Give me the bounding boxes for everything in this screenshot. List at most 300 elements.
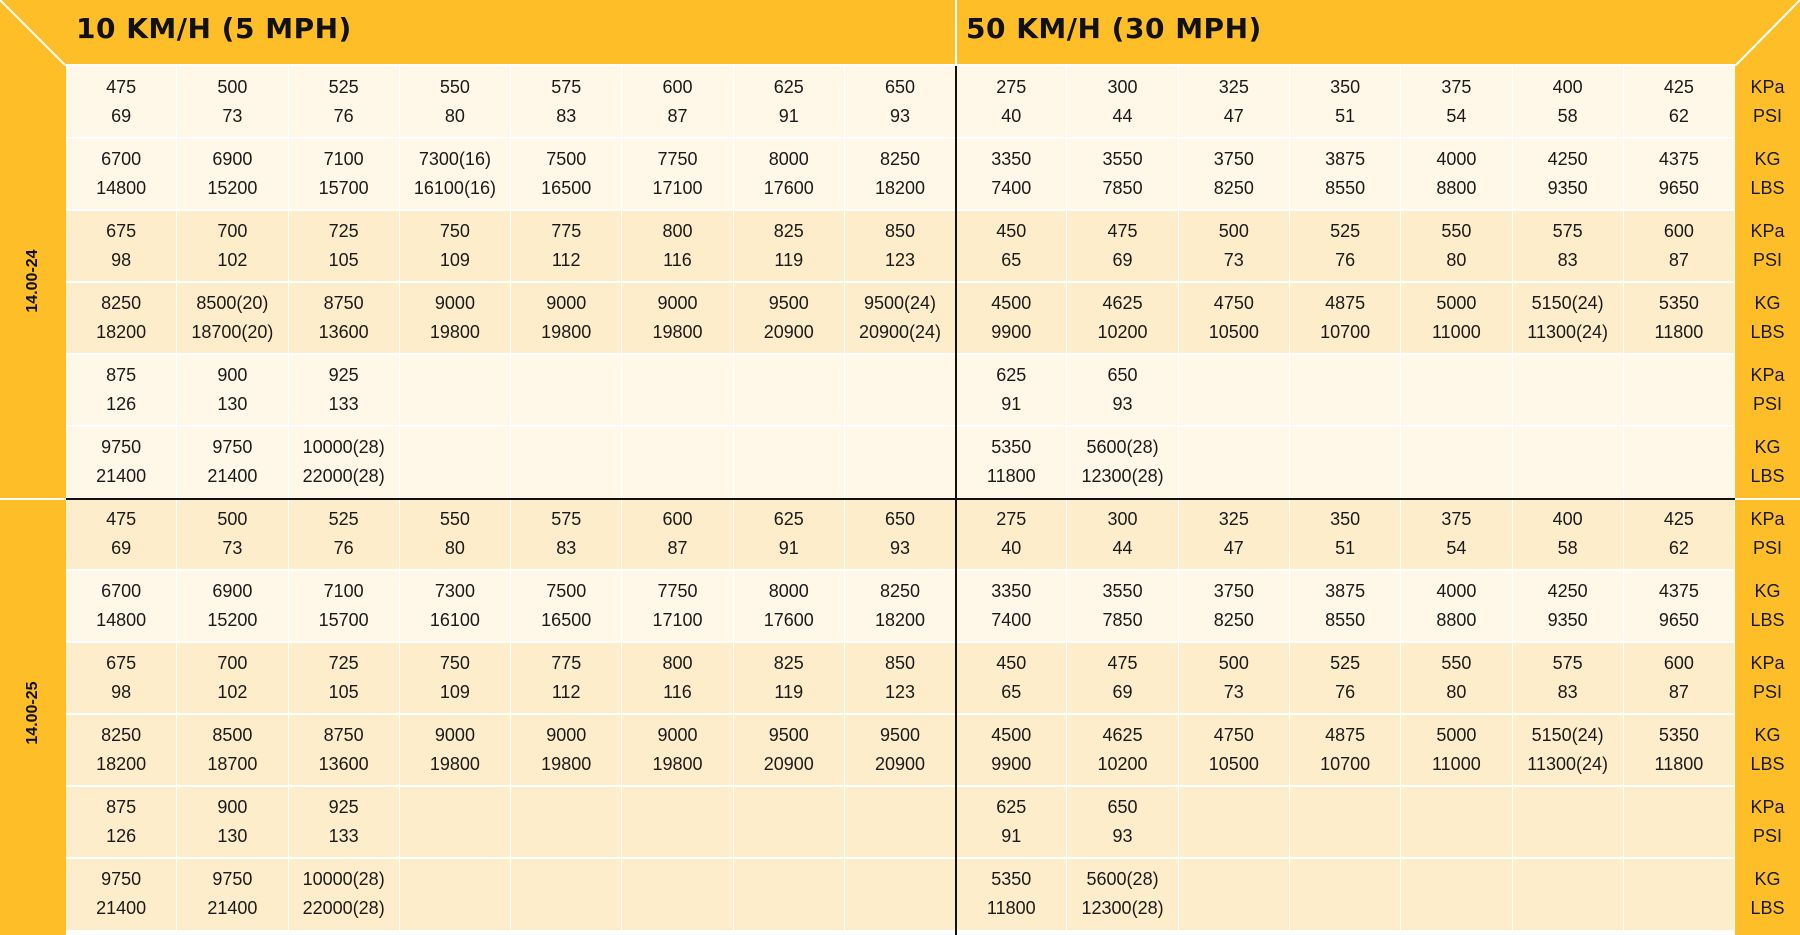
cell-metric-value: 9750 xyxy=(212,869,253,889)
table-cell xyxy=(400,714,511,786)
cell-metric-value: 900 xyxy=(217,365,248,385)
cell-imperial-value: 9650 xyxy=(1658,178,1699,198)
cell-metric-value: 500 xyxy=(217,77,248,97)
table-cell xyxy=(1179,282,1290,354)
cell-imperial-value: 18700(20) xyxy=(191,322,274,342)
cell-imperial-value: 51 xyxy=(1335,106,1356,126)
cell-metric-value: 4000 xyxy=(1436,149,1477,169)
table-cell xyxy=(400,786,511,858)
table-cell xyxy=(734,282,845,354)
cell-imperial-value: 73 xyxy=(1223,250,1244,270)
table-cell xyxy=(622,858,733,930)
table-cell xyxy=(400,498,511,570)
table-cell xyxy=(1401,498,1512,570)
cell-imperial-value: 87 xyxy=(1668,250,1689,270)
cell-metric-value: 350 xyxy=(1330,509,1361,529)
cell-metric-value: 4250 xyxy=(1547,149,1588,169)
table-cell xyxy=(734,714,845,786)
cell-metric-value: 575 xyxy=(551,77,582,97)
cell-imperial-value: 11800 xyxy=(1654,754,1704,774)
unit-imperial: PSI xyxy=(1752,826,1782,846)
cell-metric-value: 475 xyxy=(1107,221,1138,241)
table-cell xyxy=(1290,570,1401,642)
cell-imperial-value: 51 xyxy=(1335,538,1356,558)
cell-imperial-value: 19800 xyxy=(429,322,480,342)
unit-label xyxy=(1735,642,1800,714)
table-cell xyxy=(1401,858,1512,930)
unit-imperial: LBS xyxy=(1750,610,1785,630)
table-cell xyxy=(734,570,845,642)
table-row xyxy=(66,138,1735,210)
cell-metric-value: 725 xyxy=(328,221,359,241)
table-cell xyxy=(1513,138,1624,210)
table-cell xyxy=(177,786,288,858)
size-group-divider xyxy=(66,498,1735,500)
table-cell xyxy=(622,570,733,642)
table-cell xyxy=(177,498,288,570)
cell-imperial-value: 21400 xyxy=(96,466,147,486)
table-cell xyxy=(1067,210,1178,282)
unit-imperial: PSI xyxy=(1752,250,1782,270)
table-cell xyxy=(1290,642,1401,714)
table-cell xyxy=(66,66,177,138)
cell-metric-value: 475 xyxy=(106,77,137,97)
cell-imperial-value: 18200 xyxy=(874,178,926,198)
table-cell xyxy=(622,426,733,498)
cell-metric-value: 9000 xyxy=(657,293,698,313)
cell-imperial-value: 69 xyxy=(1112,682,1133,702)
cell-imperial-value: 9900 xyxy=(991,754,1032,774)
cell-metric-value: 825 xyxy=(773,221,804,241)
table-cell xyxy=(1290,210,1401,282)
unit-metric: KPa xyxy=(1750,797,1785,817)
cell-metric-value: 500 xyxy=(1218,653,1249,673)
cell-imperial-value: 14800 xyxy=(96,610,147,630)
cell-metric-value: 600 xyxy=(662,77,693,97)
cell-metric-value: 800 xyxy=(662,221,693,241)
cell-imperial-value: 76 xyxy=(333,538,354,558)
cell-imperial-value: 69 xyxy=(1112,250,1133,270)
table-cell xyxy=(177,426,288,498)
cell-metric-value: 4875 xyxy=(1325,725,1366,745)
speed-header-50kmh: 50 KM/H (30 MPH) xyxy=(966,12,1262,45)
table-cell xyxy=(956,498,1067,570)
cell-metric-value: 4250 xyxy=(1547,581,1588,601)
cell-metric-value: 5150(24) xyxy=(1531,293,1604,313)
cell-imperial-value: 73 xyxy=(1223,682,1244,702)
table-cell xyxy=(1401,426,1512,498)
table-cell xyxy=(177,354,288,426)
cell-imperial-value: 73 xyxy=(222,106,243,126)
cell-imperial-value: 87 xyxy=(667,538,688,558)
unit-imperial: LBS xyxy=(1750,466,1785,486)
table-cell xyxy=(845,66,956,138)
cell-metric-value: 5600(28) xyxy=(1086,869,1159,889)
cell-imperial-value: 112 xyxy=(551,682,581,702)
cell-metric-value: 8250 xyxy=(879,149,921,169)
table-cell xyxy=(177,714,288,786)
cell-metric-value: 3750 xyxy=(1213,581,1254,601)
table-cell xyxy=(1624,786,1735,858)
table-cell xyxy=(1624,426,1735,498)
table-cell xyxy=(622,354,733,426)
table-cell xyxy=(956,138,1067,210)
table-cell xyxy=(956,714,1067,786)
cell-imperial-value: 54 xyxy=(1446,106,1467,126)
table-row xyxy=(66,786,1735,858)
table-cell xyxy=(511,282,622,354)
table-cell xyxy=(956,282,1067,354)
table-cell xyxy=(1513,66,1624,138)
table-cell xyxy=(66,498,177,570)
cell-metric-value: 875 xyxy=(106,797,137,817)
cell-imperial-value: 16500 xyxy=(541,178,592,198)
cell-imperial-value: 130 xyxy=(217,394,248,414)
cell-metric-value: 650 xyxy=(884,77,916,97)
cell-metric-value: 6700 xyxy=(101,581,142,601)
table-cell xyxy=(1624,570,1735,642)
table-cell xyxy=(1290,714,1401,786)
table-cell xyxy=(956,210,1067,282)
cell-metric-value: 9000 xyxy=(434,725,475,745)
unit-metric: KPa xyxy=(1750,365,1785,385)
cell-metric-value: 700 xyxy=(217,221,248,241)
cell-metric-value: 600 xyxy=(662,509,693,529)
table-cell xyxy=(845,498,956,570)
cell-metric-value: 5350 xyxy=(991,437,1032,457)
table-cell xyxy=(289,714,400,786)
cell-imperial-value: 19800 xyxy=(541,322,592,342)
cell-metric-value: 7750 xyxy=(657,581,698,601)
cell-imperial-value: 102 xyxy=(217,682,248,702)
table-cell xyxy=(66,210,177,282)
cell-metric-value: 10000(28) xyxy=(302,869,385,889)
cell-imperial-value: 15200 xyxy=(207,610,258,630)
cell-imperial-value: 83 xyxy=(556,106,577,126)
cell-imperial-value: 116 xyxy=(663,682,692,702)
cell-imperial-value: 133 xyxy=(328,394,359,414)
unit-metric: KG xyxy=(1754,437,1781,457)
row-separator xyxy=(66,857,1735,859)
table-cell xyxy=(289,858,400,930)
table-cell xyxy=(1290,498,1401,570)
cell-metric-value: 425 xyxy=(1663,77,1694,97)
cell-metric-value: 9500 xyxy=(879,725,921,745)
table-cell xyxy=(177,282,288,354)
cell-imperial-value: 98 xyxy=(111,682,132,702)
cell-imperial-value: 19800 xyxy=(429,754,480,774)
unit-label xyxy=(1735,66,1800,138)
cell-metric-value: 7100 xyxy=(323,149,364,169)
cell-metric-value: 900 xyxy=(217,797,248,817)
cell-imperial-value: 58 xyxy=(1557,538,1578,558)
table-cell xyxy=(1624,138,1735,210)
table-cell xyxy=(734,498,845,570)
table-cell xyxy=(289,138,400,210)
cell-metric-value: 8750 xyxy=(323,293,364,313)
cell-imperial-value: 20900 xyxy=(763,322,814,342)
table-cell xyxy=(177,210,288,282)
unit-label xyxy=(1735,354,1800,426)
cell-metric-value: 5000 xyxy=(1436,293,1477,313)
table-cell xyxy=(1067,714,1178,786)
row-separator xyxy=(66,209,1735,211)
unit-metric: KPa xyxy=(1750,221,1785,241)
tire-size-label: 14.00-24 xyxy=(24,249,41,313)
cell-metric-value: 625 xyxy=(773,77,804,97)
cell-imperial-value: 10200 xyxy=(1097,322,1148,342)
cell-metric-value: 9000 xyxy=(546,293,587,313)
cell-imperial-value: 9650 xyxy=(1658,610,1699,630)
cell-imperial-value: 7400 xyxy=(991,178,1032,198)
cell-imperial-value: 8800 xyxy=(1436,178,1477,198)
table-cell xyxy=(1401,210,1512,282)
table-cell xyxy=(622,786,733,858)
cell-imperial-value: 9350 xyxy=(1547,178,1588,198)
cell-imperial-value: 8250 xyxy=(1213,178,1254,198)
table-cell xyxy=(1290,858,1401,930)
cell-metric-value: 425 xyxy=(1663,509,1694,529)
table-cell xyxy=(511,570,622,642)
table-cell xyxy=(956,66,1067,138)
table-cell xyxy=(177,66,288,138)
cell-imperial-value: 17600 xyxy=(763,610,814,630)
cell-metric-value: 3550 xyxy=(1102,149,1143,169)
table-cell xyxy=(66,858,177,930)
table-cell xyxy=(177,570,288,642)
cell-metric-value: 850 xyxy=(884,221,916,241)
table-row xyxy=(66,714,1735,786)
cell-imperial-value: 87 xyxy=(667,106,688,126)
cell-metric-value: 500 xyxy=(1218,221,1249,241)
table-cell xyxy=(289,786,400,858)
table-cell xyxy=(177,858,288,930)
table-row xyxy=(66,642,1735,714)
table-cell xyxy=(1179,138,1290,210)
cell-metric-value: 675 xyxy=(106,221,137,241)
cell-metric-value: 500 xyxy=(217,509,248,529)
cell-imperial-value: 123 xyxy=(884,250,916,270)
cell-metric-value: 750 xyxy=(439,653,470,673)
cell-metric-value: 3550 xyxy=(1102,581,1143,601)
cell-imperial-value: 73 xyxy=(222,538,243,558)
cell-imperial-value: 80 xyxy=(1446,682,1467,702)
cell-metric-value: 4375 xyxy=(1658,149,1699,169)
cell-imperial-value: 10700 xyxy=(1320,322,1371,342)
table-cell xyxy=(845,138,956,210)
cell-metric-value: 9000 xyxy=(657,725,698,745)
cell-metric-value: 525 xyxy=(1330,653,1361,673)
cell-imperial-value: 15200 xyxy=(207,178,258,198)
cell-imperial-value: 18200 xyxy=(96,754,147,774)
table-cell xyxy=(400,354,511,426)
unit-metric: KPa xyxy=(1750,653,1785,673)
table-cell xyxy=(845,282,956,354)
cell-metric-value: 675 xyxy=(106,653,137,673)
cell-imperial-value: 91 xyxy=(778,106,799,126)
cell-metric-value: 800 xyxy=(662,653,693,673)
cell-metric-value: 10000(28) xyxy=(302,437,385,457)
unit-label xyxy=(1735,210,1800,282)
cell-imperial-value: 105 xyxy=(328,250,359,270)
cell-metric-value: 3350 xyxy=(991,149,1032,169)
table-cell xyxy=(400,426,511,498)
row-separator xyxy=(66,137,1735,139)
cell-metric-value: 525 xyxy=(328,509,359,529)
table-row xyxy=(66,426,1735,498)
table-cell xyxy=(1067,858,1178,930)
cell-metric-value: 375 xyxy=(1441,509,1472,529)
unit-imperial: PSI xyxy=(1752,394,1782,414)
table-cell xyxy=(734,354,845,426)
table-cell xyxy=(1401,570,1512,642)
cell-imperial-value: 10500 xyxy=(1208,754,1259,774)
cell-imperial-value: 12300(28) xyxy=(1081,898,1164,918)
cell-metric-value: 8250 xyxy=(101,293,142,313)
table-cell xyxy=(1513,354,1624,426)
cell-metric-value: 4500 xyxy=(991,725,1032,745)
table-cell xyxy=(511,138,622,210)
cell-metric-value: 5600(28) xyxy=(1086,437,1159,457)
table-cell xyxy=(511,858,622,930)
table-cell xyxy=(1179,210,1290,282)
cell-imperial-value: 18200 xyxy=(874,610,926,630)
cell-metric-value: 4875 xyxy=(1325,293,1366,313)
cell-metric-value: 8000 xyxy=(768,149,809,169)
cell-imperial-value: 76 xyxy=(333,106,354,126)
cell-metric-value: 575 xyxy=(551,509,582,529)
cell-imperial-value: 9350 xyxy=(1547,610,1588,630)
table-cell xyxy=(1179,570,1290,642)
unit-imperial: PSI xyxy=(1752,682,1782,702)
table-cell xyxy=(400,282,511,354)
table-cell xyxy=(511,210,622,282)
cell-imperial-value: 8550 xyxy=(1325,178,1366,198)
row-separator xyxy=(66,785,1735,787)
table-cell xyxy=(511,66,622,138)
cell-metric-value: 5150(24) xyxy=(1531,725,1604,745)
cell-metric-value: 275 xyxy=(996,509,1027,529)
table-cell xyxy=(289,426,400,498)
cell-imperial-value: 16100(16) xyxy=(413,178,496,198)
table-cell xyxy=(66,570,177,642)
table-row xyxy=(66,282,1735,354)
cell-metric-value: 7300(16) xyxy=(418,149,491,169)
cell-metric-value: 575 xyxy=(1552,653,1583,673)
cell-imperial-value: 69 xyxy=(111,538,132,558)
cell-imperial-value: 58 xyxy=(1557,106,1578,126)
cell-metric-value: 3750 xyxy=(1213,149,1254,169)
row-separator xyxy=(66,641,1735,643)
table-cell xyxy=(289,210,400,282)
cell-imperial-value: 8800 xyxy=(1436,610,1477,630)
unit-label xyxy=(1735,498,1800,570)
unit-imperial: LBS xyxy=(1750,322,1785,342)
cell-metric-value: 9500 xyxy=(768,293,809,313)
cell-metric-value: 850 xyxy=(884,653,916,673)
cell-metric-value: 625 xyxy=(996,365,1027,385)
table-cell xyxy=(1179,786,1290,858)
unit-label xyxy=(1735,282,1800,354)
cell-metric-value: 9750 xyxy=(101,869,142,889)
cell-metric-value: 325 xyxy=(1218,77,1249,97)
cell-imperial-value: 91 xyxy=(1001,394,1022,414)
cell-imperial-value: 91 xyxy=(778,538,799,558)
table-cell xyxy=(1179,642,1290,714)
cell-metric-value: 600 xyxy=(1663,653,1694,673)
size-band-divider xyxy=(0,498,66,500)
cell-metric-value: 6900 xyxy=(212,581,253,601)
table-cell xyxy=(1401,642,1512,714)
cell-imperial-value: 11000 xyxy=(1432,754,1481,774)
table-cell xyxy=(1067,570,1178,642)
cell-imperial-value: 15700 xyxy=(318,610,369,630)
cell-imperial-value: 11300(24) xyxy=(1527,754,1608,774)
table-cell xyxy=(1067,642,1178,714)
cell-imperial-value: 123 xyxy=(884,682,916,702)
row-separator xyxy=(66,569,1735,571)
cell-imperial-value: 83 xyxy=(1557,682,1578,702)
cell-imperial-value: 65 xyxy=(1001,250,1022,270)
cell-imperial-value: 80 xyxy=(444,538,465,558)
header-separator xyxy=(955,0,957,66)
table-row xyxy=(66,210,1735,282)
table-cell xyxy=(289,66,400,138)
unit-imperial: LBS xyxy=(1750,898,1785,918)
table-cell xyxy=(1179,714,1290,786)
cell-imperial-value: 40 xyxy=(1001,106,1022,126)
cell-imperial-value: 16100 xyxy=(429,610,480,630)
unit-label xyxy=(1735,138,1800,210)
cell-metric-value: 5350 xyxy=(1658,725,1699,745)
cell-metric-value: 650 xyxy=(1107,797,1138,817)
table-row xyxy=(66,570,1735,642)
table-cell xyxy=(400,570,511,642)
table-cell xyxy=(1513,282,1624,354)
cell-metric-value: 9500 xyxy=(768,725,809,745)
unit-metric: KG xyxy=(1754,293,1781,313)
cell-metric-value: 625 xyxy=(996,797,1027,817)
cell-metric-value: 8500 xyxy=(212,725,253,745)
cell-metric-value: 3875 xyxy=(1325,149,1366,169)
table-cell xyxy=(622,714,733,786)
cell-metric-value: 600 xyxy=(1663,221,1694,241)
cell-imperial-value: 44 xyxy=(1112,538,1133,558)
table-cell xyxy=(1067,282,1178,354)
cell-imperial-value: 13600 xyxy=(318,754,369,774)
table-cell xyxy=(622,66,733,138)
cell-imperial-value: 54 xyxy=(1446,538,1467,558)
table-cell xyxy=(1067,426,1178,498)
table-cell xyxy=(66,282,177,354)
table-cell xyxy=(734,426,845,498)
table-cell xyxy=(400,210,511,282)
cell-metric-value: 550 xyxy=(1441,221,1472,241)
cell-metric-value: 4000 xyxy=(1436,581,1477,601)
table-cell xyxy=(1067,786,1178,858)
cell-imperial-value: 47 xyxy=(1223,538,1244,558)
unit-imperial: PSI xyxy=(1752,538,1782,558)
table-cell xyxy=(66,354,177,426)
cell-imperial-value: 19800 xyxy=(541,754,592,774)
cell-metric-value: 725 xyxy=(328,653,359,673)
table-cell xyxy=(845,354,956,426)
table-cell xyxy=(734,642,845,714)
unit-metric: KG xyxy=(1754,149,1781,169)
table-cell xyxy=(1513,498,1624,570)
table-cell xyxy=(1179,858,1290,930)
cell-imperial-value: 76 xyxy=(1335,682,1356,702)
